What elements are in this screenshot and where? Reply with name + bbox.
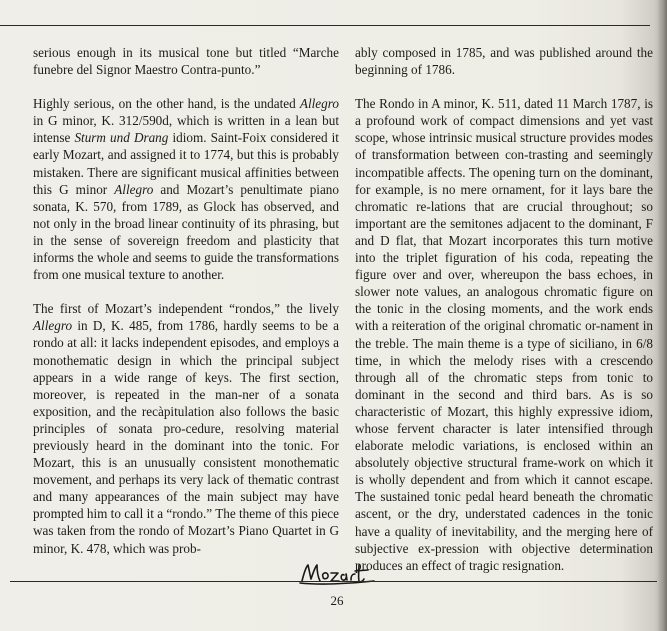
text-run: idiom. Saint-Foix considered it early Mozart, and assigned it to 1774, but this is probably mistaken. There are significant musical affinities between this G minor: [33, 130, 339, 197]
paragraph: [33, 300, 339, 556]
paragraph: serious enough in its musical tone but titled “Marche funebre del Signor Maestro Contra-punto.”: [33, 45, 339, 78]
text-run: in G minor, K. 312/590d, which is written in a lean but intense: [33, 113, 339, 146]
text-run: in D, K. 485, from 1786, hardly seems to be a rondo at all: it lacks independent episodes, and employs a monothematic design in which the principal subject appears in a wide range of keys. The first section, moreover, is repeated in the man-ner of a sonata exposition, and the recàpitulation also follows the basic principles of sonata pro-cedure, resolving material previously heard in the dominant into the tonic. For Mozart, this is an unusually consistent monothematic movement, and perhaps its very lack of thematic contrast and many appearances of the main subject may have prompted him to call it a “rondo.” The theme of this piece was taken from the rondo of Mozart’s Piano Quartet in G minor, K. 478, which was prob-: [33, 318, 339, 556]
left-column: [33, 44, 339, 557]
text-run: The first of Mozart’s independent “rondos,” the lively: [33, 301, 339, 317]
page-edge-shadow: [657, 0, 667, 631]
text-run: Highly serious, on the other hand, is the undated: [33, 96, 300, 112]
italic-title: Allegro: [299, 96, 339, 112]
bottom-rule: [10, 581, 657, 582]
top-rule: [0, 25, 650, 26]
italic-title: Allegro: [33, 318, 73, 334]
italic-term: Sturm und Drang: [74, 130, 169, 146]
text-run: and Mozart’s penultimate piano sonata, K. 570, from 1789, as Glock has observed, and not only in the broad linear continuity of its phrasing, but in the sense of sovereign freedom and plasticity that informs the whole and seems to guide the transformations from one musical texture to another.: [33, 181, 339, 283]
italic-title: Allegro: [114, 181, 154, 197]
paragraph: ably composed in 1785, and was published around the beginning of 1786.: [355, 45, 653, 78]
page-number: 26: [330, 593, 344, 608]
paragraph: [33, 95, 339, 283]
paragraph: The Rondo in A minor, K. 511, dated 11 March 1787, is a profound work of compact dimensions and yet vast scope, whose intrinsic musical structure provides modes of transformation between con-trasting and seemingly incompatible affects. The opening turn on the dominant, for example, is no mere ornament, for it lays bare the chromatic re-lations that are crucial throughout; so important are the semitones adjacent to the dominant, F and D flat, that Mozart incorporates this turn motive into the triplet figuration of his coda, repeating the figure over and over, whereupon the bass echoes, in slower note values, an analogous chromatic figure on the tonic in the closing moments, and the work ends with a reiteration of the original chromatic or-nament in the treble. The main theme is a type of siciliano, in 6/8 time, in which the melody rises with a crescendo through all of the chromatic steps from tonic to dominant in the second and third bars. As is so characteristic of Mozart, this highly expressive idiom, whose fervent character is later intensified through elaborate melodic variations, is enclosed within an absolutely objective structural frame-work on which it is wholly dependent and from which it cannot escape. The sustained tonic pedal heard beneath the chromatic ascent, or the dry, understated cadences in the tonic have a quality of inevitability, and the merging here of subjective ex-pression with objective determination produces an effect of tragic resignation.: [355, 96, 653, 573]
right-column: [355, 44, 653, 574]
mozart-signature: [298, 559, 388, 587]
